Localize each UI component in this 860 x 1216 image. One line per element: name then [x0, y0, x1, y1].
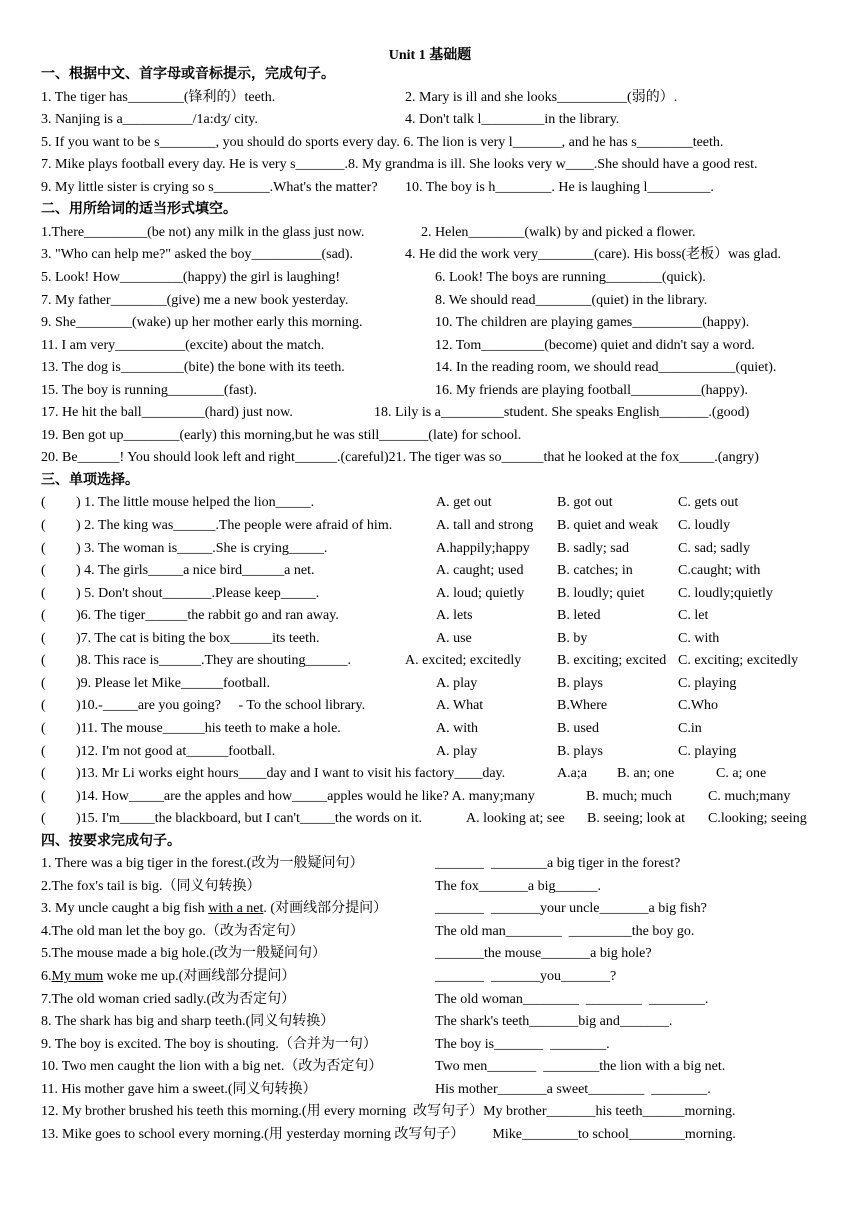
choice-question: )11. The mouse______his teeth to make a hole.	[76, 720, 341, 736]
choice-row	[0, 695, 860, 717]
option-b: B. used	[557, 720, 599, 736]
choice-question: ) 4. The girls_____a nice bird______a net.	[76, 563, 315, 579]
option-b: B. loudly; quiet	[557, 585, 645, 601]
answer-paren: (	[41, 743, 46, 759]
option-c: C. let	[678, 608, 709, 624]
choice-question: )9. Please let Mike______football.	[76, 675, 271, 691]
exercise-left: 19. Ben got up________(early) this morning,but he was still_______(late) for school.	[41, 427, 522, 443]
exercise-left: 7. Mike plays football every day. He is very s_______.8. My grandma is ill. She looks very w____.She should have a good rest.	[41, 157, 758, 173]
option-c: C. with	[678, 630, 720, 646]
exercise-left: 13. The dog is_________(bite) the bone with its teeth.	[41, 360, 345, 376]
section-heading-row	[0, 64, 860, 86]
exercise-left: 7.The old woman cried sadly.(改为否定句）	[41, 991, 296, 1007]
answer-paren: (	[41, 608, 46, 624]
option-a: A. tall and strong	[436, 518, 534, 533]
underlined-phrase: with a net	[208, 901, 264, 917]
exercise-text-part: . (对画线部分提问）	[263, 901, 388, 917]
exercise-row	[0, 380, 860, 402]
answer-paren: (	[41, 653, 46, 669]
exercise-left: 11. I am very__________(excite) about the match.	[41, 337, 325, 353]
exercise-row	[0, 177, 860, 199]
exercise-right: _______ _______you_______?	[435, 969, 617, 984]
exercise-row	[0, 109, 860, 131]
exercise-left: 9. My little sister is crying so s________.What's the matter?	[41, 179, 378, 195]
option-c: C. gets out	[678, 495, 739, 511]
exercise-row	[0, 267, 860, 289]
exercise-right: 10. The boy is h________. He is laughing l_________.	[405, 179, 714, 195]
option-b: B. catches; in	[557, 563, 633, 579]
exercise-row	[0, 1034, 860, 1056]
choice-question: ) 1. The little mouse helped the lion_____.	[76, 495, 315, 511]
exercise-left: 12. My brother brushed his teeth this morning.(用 every morning 改写句子）My brother_______his teeth______morning.	[41, 1104, 736, 1120]
exercise-row	[0, 989, 860, 1011]
choice-question: ) 2. The king was______.The people were afraid of him.	[76, 518, 393, 533]
option-c: C. loudly;quietly	[678, 585, 773, 601]
exercise-left: 3. Nanjing is a__________/1a:dʒ/ city.	[41, 112, 258, 128]
answer-paren: (	[41, 811, 46, 827]
option-a: A. with	[436, 720, 478, 736]
exercise-text	[41, 898, 387, 920]
exercise-row	[0, 898, 860, 920]
option-b: B. plays	[557, 743, 603, 759]
exercise-right: 14. In the reading room, we should read___________(quiet).	[435, 360, 777, 376]
exercise-left: 9. She________(wake) up her mother early this morning.	[41, 315, 363, 331]
exercise-right: 16. My friends are playing football__________(happy).	[435, 382, 748, 398]
exercise-right: The old man________ _________the boy go.	[435, 923, 695, 939]
exercise-row	[0, 312, 860, 334]
exercise-left: 10. Two men caught the lion with a big net.（改为否定句）	[41, 1059, 383, 1075]
option-b: B. exciting; excited	[557, 653, 667, 669]
answer-paren: (	[41, 495, 46, 511]
option-a: A. get out	[436, 495, 492, 511]
choice-row	[0, 786, 860, 808]
section-heading: 四、按要求完成句子。	[41, 833, 181, 849]
exercise-middle: 18. Lily is a_________student. She speaks English_______.(good)	[374, 405, 750, 421]
exercise-left: 1. The tiger has________(锋利的）teeth.	[41, 89, 276, 105]
exercise-left: 4.The old man let the boy go.（改为否定句）	[41, 923, 304, 939]
option-c: C. loudly	[678, 518, 731, 533]
choice-row	[0, 605, 860, 627]
exercise-row	[0, 966, 860, 988]
exercise-left: 9. The boy is excited. The boy is shouting.（合并为一句）	[41, 1036, 377, 1052]
exercise-row	[0, 357, 860, 379]
exercise-row	[0, 1124, 860, 1146]
option-c: C. much;many	[708, 788, 791, 804]
exercise-left: 20. Be______! You should look left and right______.(careful)21. The tiger was so______that he looked at the fox_____.(angry)	[41, 450, 759, 466]
choice-row	[0, 492, 860, 514]
option-b: B. quiet and weak	[557, 518, 659, 533]
answer-paren: (	[41, 563, 46, 579]
exercise-right: 2. Helen________(walk) by and picked a flower.	[421, 224, 696, 240]
exercise-row	[0, 222, 860, 244]
option-c: C.in	[678, 720, 702, 736]
option-c: C. sad; sadly	[678, 540, 750, 556]
choice-row	[0, 515, 860, 537]
exercise-right: 8. We should read________(quiet) in the library.	[435, 292, 708, 308]
exercise-row	[0, 943, 860, 965]
exercise-right: 4. Don't talk l_________in the library.	[405, 112, 620, 128]
option-a: A. loud; quietly	[436, 585, 525, 601]
choice-row	[0, 538, 860, 560]
choice-row	[0, 583, 860, 605]
exercise-left: 7. My father________(give) me a new book yesterday.	[41, 292, 349, 308]
exercise-left: 1.There_________(be not) any milk in the glass just now.	[41, 224, 365, 240]
option-b: B.Where	[557, 698, 608, 714]
option-b: B. got out	[557, 495, 613, 511]
option-c: C. exciting; excitedly	[678, 653, 799, 669]
exercise-row	[0, 335, 860, 357]
option-b: B. sadly; sad	[557, 540, 629, 556]
exercise-text-part: 6.	[41, 969, 52, 984]
answer-paren: (	[41, 766, 46, 782]
exercise-row	[0, 447, 860, 469]
exercise-right: The boy is_______ ________.	[435, 1036, 610, 1052]
section-heading-row	[0, 199, 860, 221]
answer-paren: (	[41, 698, 46, 714]
exercise-left: 15. The boy is running________(fast).	[41, 382, 257, 398]
option-c: C. playing	[678, 743, 737, 759]
exercise-text-part: woke me up.(对画线部分提问）	[103, 969, 296, 984]
exercise-left: 5.The mouse made a big hole.(改为一般疑问句）	[41, 946, 327, 962]
exercise-left: 8. The shark has big and sharp teeth.(同义句转换）	[41, 1014, 335, 1030]
exercise-right: 10. The children are playing games__________(happy).	[435, 315, 750, 331]
exercise-row	[0, 402, 860, 424]
choice-row	[0, 560, 860, 582]
option-b: B. by	[557, 630, 588, 646]
choice-row	[0, 628, 860, 650]
exercise-row	[0, 853, 860, 875]
choice-row	[0, 808, 860, 830]
exercise-row	[0, 154, 860, 176]
exercise-right: 6. Look! The boys are running________(quick).	[435, 269, 706, 285]
exercise-right: _______ _______your uncle_______a big fish?	[435, 901, 707, 917]
option-b: B. plays	[557, 675, 603, 691]
option-b: B. leted	[557, 608, 601, 624]
exercise-row	[0, 87, 860, 109]
page-title: Unit 1 基础题	[388, 48, 472, 63]
option-a: A. caught; used	[436, 563, 524, 579]
option-a: A. play	[436, 675, 478, 691]
exercise-left: 3. "Who can help me?" asked the boy__________(sad).	[41, 247, 353, 263]
exercise-left: 5. Look! How_________(happy) the girl is laughing!	[41, 269, 341, 285]
option-a: A. lets	[436, 608, 473, 624]
answer-paren: (	[41, 540, 46, 556]
option-c: C.Who	[678, 698, 719, 714]
exercise-right: His mother_______a sweet________ ________.	[435, 1081, 711, 1097]
choice-question: ) 3. The woman is_____.She is crying_____.	[76, 540, 328, 556]
exercise-row	[0, 1056, 860, 1078]
exercise-right: The fox_______a big______.	[435, 878, 602, 894]
exercise-row	[0, 1101, 860, 1123]
exercise-row	[0, 425, 860, 447]
exercise-row	[0, 244, 860, 266]
exercise-left: 1. There was a big tiger in the forest.(改为一般疑问句）	[41, 856, 364, 872]
answer-paren: (	[41, 675, 46, 691]
choice-question: )12. I'm not good at______football.	[76, 743, 276, 759]
option-a: A. play	[436, 743, 478, 759]
option-a: A. looking at; see	[466, 811, 565, 827]
exercise-left: 5. If you want to be s________, you should do sports every day. 6. The lion is very l_______, and he has s________teeth.	[41, 134, 724, 150]
exercise-row	[0, 1011, 860, 1033]
choice-question: )10.-_____are you going? - To the school library.	[76, 698, 366, 714]
section-heading: 三、单项选择。	[41, 472, 139, 488]
answer-paren: (	[41, 518, 46, 533]
answer-paren: (	[41, 720, 46, 736]
option-c: C.caught; with	[678, 563, 761, 579]
underlined-phrase: My mum	[51, 969, 104, 984]
choice-row	[0, 763, 860, 785]
section-heading-row	[0, 831, 860, 853]
exercise-right: The shark's teeth_______big and_______.	[435, 1014, 673, 1030]
option-c: C. playing	[678, 675, 737, 691]
option-b: B. much; much	[586, 788, 672, 804]
option-a: A. use	[436, 630, 472, 646]
option-a: A. What	[436, 698, 484, 714]
exercise-right: 2. Mary is ill and she looks__________(弱的）.	[405, 89, 678, 105]
exercise-right: _______ ________a big tiger in the forest?	[435, 856, 681, 872]
choice-question: ) 5. Don't shout_______.Please keep_____.	[76, 585, 320, 601]
exercise-text-part: 3. My uncle caught a big fish	[41, 901, 209, 917]
exercise-right: 12. Tom_________(become) quiet and didn't say a word.	[435, 337, 755, 353]
exercise-row	[0, 876, 860, 898]
section-heading: 二、用所给词的适当形式填空。	[41, 202, 237, 218]
exercise-left: 2.The fox's tail is big.（同义句转换）	[41, 878, 261, 894]
exercise-row	[0, 921, 860, 943]
option-a: A. excited; excitedly	[405, 653, 522, 669]
answer-paren: (	[41, 788, 46, 804]
choice-question: )15. I'm_____the blackboard, but I can't_____the words on it.	[76, 811, 423, 827]
option-a: A.happily;happy	[436, 540, 530, 556]
choice-question: )13. Mr Li works eight hours____day and I want to visit his factory____day.	[76, 766, 506, 782]
choice-question: )7. The cat is biting the box______its teeth.	[76, 630, 320, 646]
exercise-text	[41, 966, 295, 988]
section-heading-row	[0, 470, 860, 492]
option-b: B. seeing; look at	[587, 811, 685, 827]
exercise-left: 11. His mother gave him a sweet.(同义句转换）	[41, 1081, 317, 1097]
answer-paren: (	[41, 585, 46, 601]
exercise-row	[0, 290, 860, 312]
choice-row	[0, 741, 860, 763]
choice-row	[0, 650, 860, 672]
exercise-row	[0, 1079, 860, 1101]
choice-row	[0, 673, 860, 695]
exercise-row	[0, 132, 860, 154]
exercise-right: _______the mouse_______a big hole?	[435, 946, 652, 962]
choice-question: )14. How_____are the apples and how_____apples would he like? A. many;many	[76, 788, 535, 804]
exercise-left: 13. Mike goes to school every morning.(用 yesterday morning 改写句子） Mike________to school________morning.	[41, 1126, 736, 1142]
answer-paren: (	[41, 630, 46, 646]
option-a: A.a;a	[557, 766, 587, 782]
option-c: C. a; one	[716, 766, 767, 782]
choice-question: )8. This race is______.They are shouting______.	[76, 653, 352, 669]
option-c: C.looking; seeing	[708, 811, 807, 827]
exercise-right: Two men_______ ________the lion with a big net.	[435, 1059, 726, 1075]
exercise-right: 4. He did the work very________(care). His boss(老板）was glad.	[405, 247, 781, 263]
section-heading: 一、根据中文、首字母或音标提示，完成句子。	[41, 67, 335, 82]
choice-question: )6. The tiger______the rabbit go and ran away.	[76, 608, 339, 624]
exercise-left: 17. He hit the ball_________(hard) just now.	[41, 405, 293, 421]
option-b: B. an; one	[617, 766, 675, 782]
choice-row	[0, 718, 860, 740]
exercise-right: The old woman________ ________ ________.	[435, 991, 709, 1007]
